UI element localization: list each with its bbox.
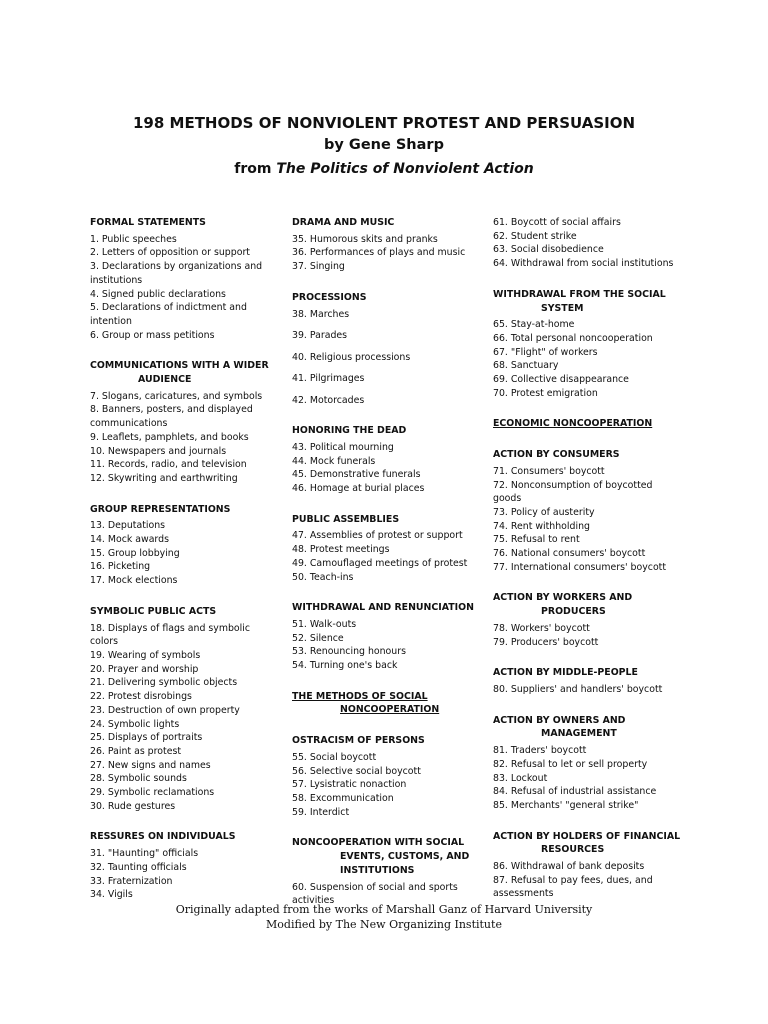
- heading-line: ACTION BY HOLDERS OF FINANCIAL: [493, 830, 681, 842]
- method-item: 11. Records, radio, and television: [90, 459, 247, 471]
- method-item: 67. "Flight" of workers: [493, 346, 598, 358]
- method-list: [292, 529, 482, 584]
- method-item: 39. Parades: [292, 330, 348, 342]
- method-item: 55. Social boycott: [292, 751, 377, 763]
- method-list: [493, 318, 683, 400]
- method-item: 65. Stay-at-home: [493, 319, 575, 331]
- method-item: 4. Signed public declarations: [90, 288, 226, 300]
- section-heading: ACTION BY CONSUMERS: [493, 449, 620, 461]
- method-item: 71. Consumers' boycott: [493, 465, 605, 477]
- section-heading: DRAMA AND MUSIC: [292, 217, 395, 228]
- method-item: 84. Refusal of industrial assistance: [493, 786, 657, 798]
- method-item: 51. Walk-outs: [292, 618, 357, 630]
- method-item: 24. Symbolic lights: [90, 718, 180, 730]
- method-item: 69. Collective disappearance: [493, 374, 629, 386]
- method-item: 49. Camouflaged meetings of protest: [292, 557, 468, 569]
- method-item: 73. Policy of austerity: [493, 506, 595, 518]
- method-list: [90, 390, 278, 486]
- heading-line: RESOURCES: [541, 844, 605, 856]
- method-item: 75. Refusal to rent: [493, 534, 580, 546]
- section-heading: HONORING THE DEAD: [292, 425, 407, 437]
- section-heading: FORMAL STATEMENTS: [90, 217, 206, 228]
- document-source: [0, 161, 768, 177]
- method-item: 1. Public speeches: [90, 233, 177, 245]
- method-item: 20. Prayer and worship: [90, 663, 199, 675]
- document-author: by Gene Sharp: [324, 137, 444, 153]
- method-list: [292, 441, 482, 496]
- method-item: 31. "Haunting" officials: [90, 848, 199, 860]
- method-item: 44. Mock funerals: [292, 455, 376, 467]
- method-item: 21. Delivering symbolic objects: [90, 677, 238, 689]
- method-list: [292, 233, 482, 274]
- section-heading: RESSURES ON INDIVIDUALS: [90, 831, 236, 843]
- method-list: [493, 744, 683, 813]
- method-item: 25. Displays of portraits: [90, 732, 203, 744]
- method-item: 77. International consumers' boycott: [493, 561, 667, 573]
- method-list: [90, 233, 278, 343]
- method-item: 63. Social disobedience: [493, 244, 604, 256]
- heading-line: PRODUCERS: [541, 606, 606, 618]
- method-item: 83. Lockout: [493, 772, 548, 784]
- heading-line: NONCOOPERATION: [340, 704, 440, 716]
- method-item: 46. Homage at burial places: [292, 483, 425, 495]
- section-heading: PROCESSIONS: [292, 291, 367, 303]
- method-item: 68. Sanctuary: [493, 360, 559, 372]
- method-item: 40. Religious processions: [292, 351, 411, 363]
- method-item: 64. Withdrawal from social institutions: [493, 258, 674, 270]
- section-heading: [493, 288, 683, 315]
- method-list: [493, 622, 683, 649]
- method-list: [90, 847, 278, 902]
- heading-line: WITHDRAWAL FROM THE SOCIAL: [493, 288, 666, 300]
- part-heading: [292, 690, 482, 717]
- section-heading: [493, 830, 683, 857]
- method-item: 12. Skywriting and earthwriting: [90, 472, 238, 484]
- heading-line: SYSTEM: [541, 302, 584, 314]
- method-item: 38. Marches: [292, 308, 350, 320]
- method-item: 66. Total personal noncooperation: [493, 332, 653, 344]
- method-item: 59. Interdict: [292, 806, 350, 818]
- heading-line: MANAGEMENT: [541, 728, 617, 740]
- method-item: 14. Mock awards: [90, 534, 169, 546]
- section-heading: OSTRACISM OF PERSONS: [292, 735, 425, 747]
- method-item: 33. Fraternization: [90, 875, 173, 887]
- method-item: 29. Symbolic reclamations: [90, 787, 215, 799]
- method-item: 70. Protest emigration: [493, 387, 598, 399]
- column-3: [493, 216, 683, 901]
- method-item: 76. National consumers' boycott: [493, 548, 646, 560]
- method-item: 53. Renouncing honours: [292, 646, 406, 658]
- method-item: 56. Selective social boycott: [292, 765, 421, 777]
- section-heading: GROUP REPRESENTATIONS: [90, 503, 231, 515]
- method-item: 79. Producers' boycott: [493, 636, 599, 648]
- heading-line: INSTITUTIONS: [340, 864, 415, 876]
- method-item: 37. Singing: [292, 261, 345, 273]
- method-item: 16. Picketing: [90, 561, 151, 573]
- method-item: 30. Rude gestures: [90, 800, 176, 812]
- method-item: 10. Newspapers and journals: [90, 445, 227, 457]
- method-item: 9. Leaflets, pamphlets, and books: [90, 431, 249, 443]
- method-item: 48. Protest meetings: [292, 544, 390, 556]
- method-item: 82. Refusal to let or sell property: [493, 758, 648, 770]
- method-list: [493, 465, 683, 575]
- method-list: [292, 308, 482, 408]
- method-item: 45. Demonstrative funerals: [292, 469, 421, 481]
- footer-attribution: Originally adapted from the works of Marshall Ganz of Harvard University: [175, 903, 593, 916]
- column-2: [292, 216, 482, 908]
- method-item: 57. Lysistratic nonaction: [292, 779, 407, 791]
- method-item: 50. Teach-ins: [292, 571, 354, 583]
- method-item: 3. Declarations by organizations and institutions: [90, 261, 263, 286]
- method-item: 54. Turning one's back: [292, 660, 398, 672]
- method-item: 36. Performances of plays and music: [292, 247, 466, 259]
- section-heading: [292, 836, 482, 877]
- method-list: [493, 860, 683, 901]
- method-list: [292, 751, 482, 820]
- method-item: 8. Banners, posters, and displayed communications: [90, 404, 253, 430]
- method-item: 85. Merchants' "general strike": [493, 799, 639, 811]
- method-item: 7. Slogans, caricatures, and symbols: [90, 390, 263, 402]
- column-1: [90, 216, 278, 902]
- section-heading: SYMBOLIC PUBLIC ACTS: [90, 605, 217, 617]
- method-item: 72. Nonconsumption of boycotted goods: [493, 479, 653, 505]
- document-title: 198 METHODS OF NONVIOLENT PROTEST AND PERSUASION: [132, 114, 636, 132]
- section-heading: PUBLIC ASSEMBLIES: [292, 513, 400, 525]
- method-item: 62. Student strike: [493, 230, 577, 242]
- method-item: 18. Displays of flags and symbolic colors: [90, 622, 251, 648]
- method-item: 35. Humorous skits and pranks: [292, 233, 438, 245]
- heading-line: THE METHODS OF SOCIAL: [292, 690, 428, 702]
- method-item: 61. Boycott of social affairs: [493, 217, 621, 228]
- method-item: 19. Wearing of symbols: [90, 649, 201, 661]
- section-heading: WITHDRAWAL AND RENUNCIATION: [292, 602, 474, 614]
- method-list: [90, 519, 278, 588]
- method-item: 41. Pilgrimages: [292, 373, 365, 385]
- method-list: [292, 618, 482, 673]
- heading-line: COMMUNICATIONS WITH A WIDER: [90, 360, 269, 372]
- method-item: 74. Rent withholding: [493, 520, 590, 532]
- method-list: [90, 622, 278, 814]
- method-item: 43. Political mourning: [292, 441, 394, 453]
- method-item: 23. Destruction of own property: [90, 704, 240, 716]
- method-item: 81. Traders' boycott: [493, 745, 587, 757]
- heading-line: EVENTS, CUSTOMS, AND: [340, 851, 470, 863]
- method-item: 86. Withdrawal of bank deposits: [493, 861, 645, 873]
- method-item: 27. New signs and names: [90, 759, 211, 771]
- source-prefix: from: [234, 161, 277, 177]
- method-item: 58. Excommunication: [292, 792, 394, 804]
- heading-line: AUDIENCE: [138, 374, 192, 386]
- method-item: 2. Letters of opposition or support: [90, 247, 250, 259]
- method-item: 32. Taunting officials: [90, 861, 187, 873]
- method-item: 17. Mock elections: [90, 575, 178, 587]
- method-item: 6. Group or mass petitions: [90, 329, 215, 341]
- method-item: 34. Vigils: [90, 889, 133, 901]
- method-item: 13. Deputations: [90, 520, 166, 532]
- method-item: 15. Group lobbying: [90, 547, 180, 559]
- method-item: 42. Motorcades: [292, 394, 365, 406]
- heading-line: ACTION BY OWNERS AND: [493, 714, 626, 726]
- footer-modified-by: Modified by The New Organizing Institute: [266, 918, 502, 931]
- method-list: [493, 216, 683, 271]
- method-item: 60. Suspension of social and sports activities: [292, 881, 458, 907]
- section-heading: [90, 359, 278, 386]
- method-item: 78. Workers' boycott: [493, 622, 590, 634]
- source-book-title: The Politics of Nonviolent Action: [276, 161, 534, 177]
- part-heading: ECONOMIC NONCOOPERATION: [493, 418, 653, 430]
- method-item: 28. Symbolic sounds: [90, 773, 187, 785]
- section-heading: ACTION BY MIDDLE-PEOPLE: [493, 667, 638, 679]
- method-item: 5. Declarations of indictment and intention: [90, 302, 247, 327]
- section-heading: [493, 714, 683, 741]
- section-heading: [493, 591, 683, 618]
- heading-line: NONCOOPERATION WITH SOCIAL: [292, 837, 465, 849]
- method-item: 26. Paint as protest: [90, 745, 182, 757]
- method-item: 22. Protest disrobings: [90, 691, 192, 703]
- method-item: 80. Suppliers' and handlers' boycott: [493, 683, 663, 695]
- heading-line: ACTION BY WORKERS AND: [493, 592, 633, 604]
- method-item: 87. Refusal to pay fees, dues, and assessments: [493, 874, 653, 900]
- method-item: 52. Silence: [292, 632, 344, 644]
- method-list: [493, 683, 683, 697]
- method-item: 47. Assemblies of protest or support: [292, 530, 463, 542]
